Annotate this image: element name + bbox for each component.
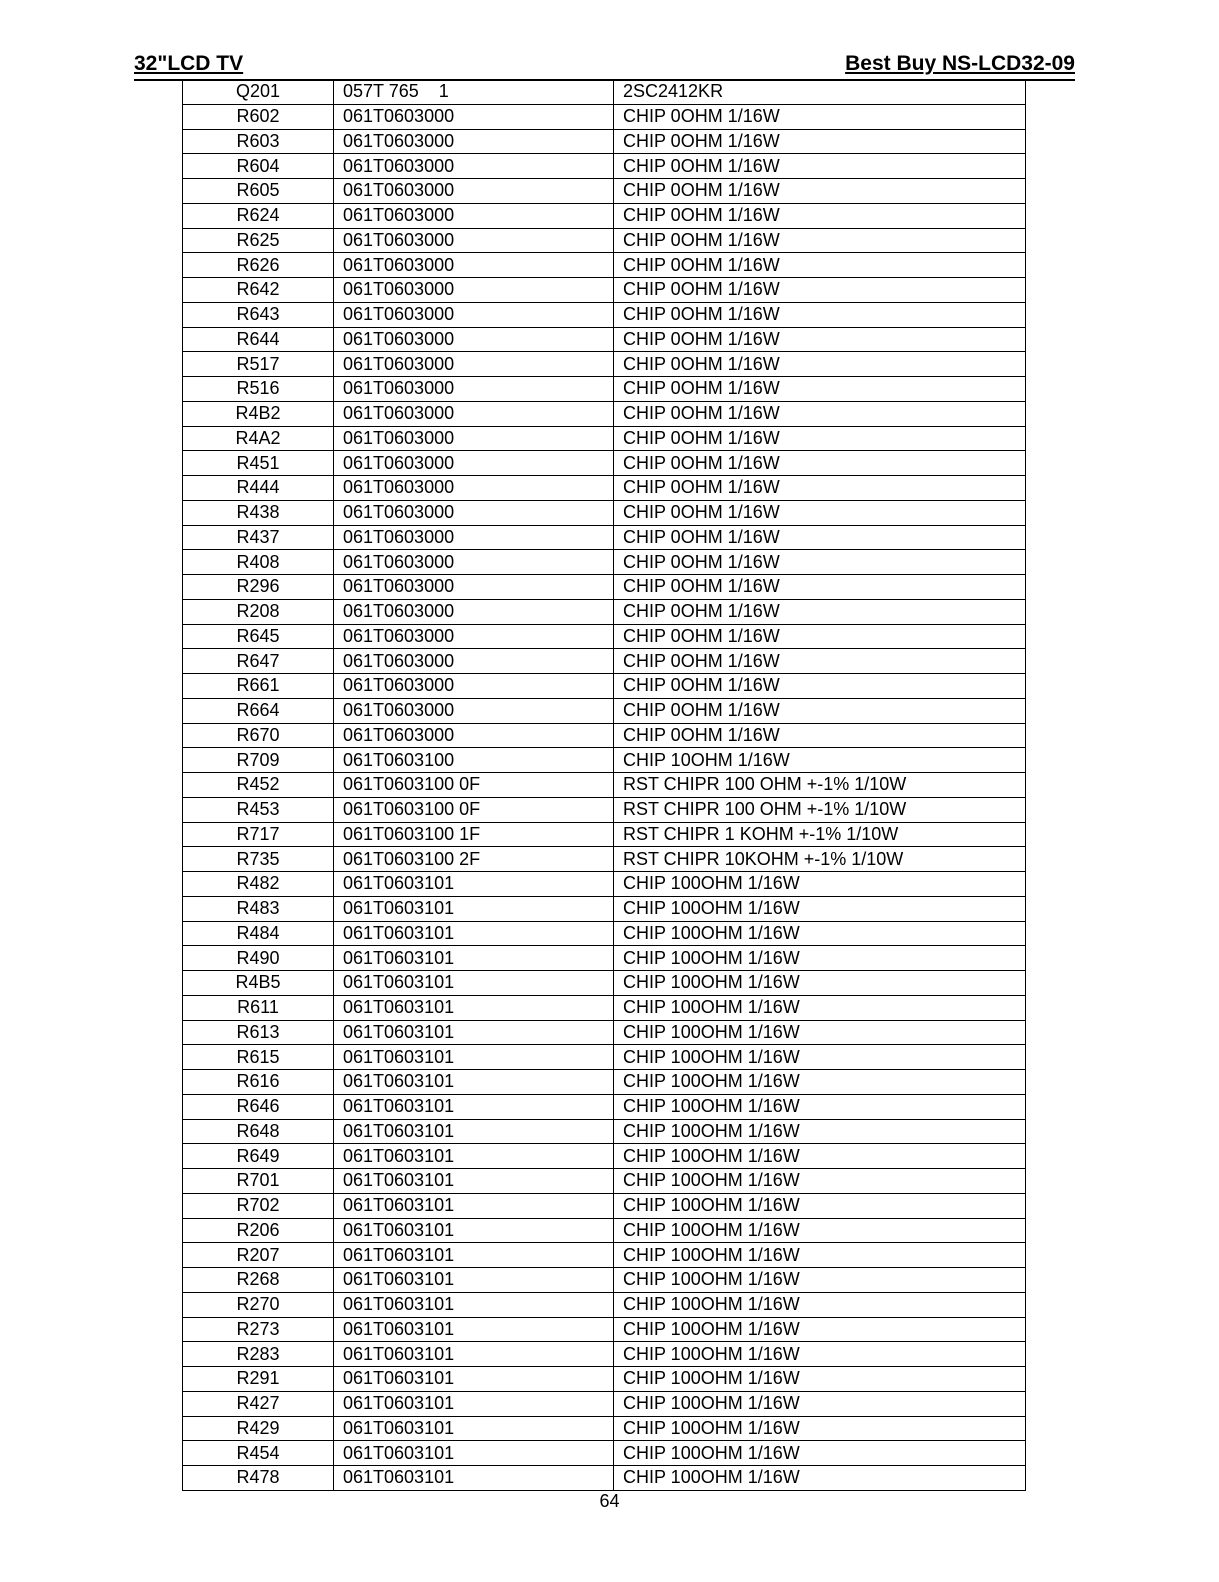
- part-number-cell: 061T0603100 1F: [334, 822, 614, 847]
- part-description-cell: 2SC2412KR: [614, 80, 1026, 105]
- part-location-cell: R207: [183, 1243, 334, 1268]
- page-number: 64: [599, 1491, 620, 1511]
- table-row: [183, 946, 1026, 971]
- part-number-cell: 061T0603000: [334, 500, 614, 525]
- part-description-cell: CHIP 0OHM 1/16W: [614, 575, 1026, 600]
- part-number-cell: 061T0603101: [334, 1342, 614, 1367]
- table-row: [183, 624, 1026, 649]
- part-location-cell: R735: [183, 847, 334, 872]
- part-number-cell: 061T0603000: [334, 253, 614, 278]
- table-row: [183, 401, 1026, 426]
- part-description-cell: CHIP 0OHM 1/16W: [614, 253, 1026, 278]
- part-description-cell: CHIP 0OHM 1/16W: [614, 302, 1026, 327]
- table-row: [183, 550, 1026, 575]
- table-row: [183, 1020, 1026, 1045]
- table-row: [183, 674, 1026, 699]
- part-number-cell: 061T0603101: [334, 995, 614, 1020]
- table-row: [183, 1268, 1026, 1293]
- table-row: [183, 896, 1026, 921]
- parts-table-body: [183, 80, 1026, 1491]
- part-location-cell: R437: [183, 525, 334, 550]
- part-location-cell: R613: [183, 1020, 334, 1045]
- part-number-cell: 061T0603000: [334, 525, 614, 550]
- part-location-cell: R664: [183, 698, 334, 723]
- part-location-cell: R268: [183, 1268, 334, 1293]
- table-row: [183, 1193, 1026, 1218]
- part-location-cell: R647: [183, 649, 334, 674]
- part-location-cell: R296: [183, 575, 334, 600]
- table-row: [183, 575, 1026, 600]
- part-description-cell: CHIP 100OHM 1/16W: [614, 1119, 1026, 1144]
- table-row: [183, 1094, 1026, 1119]
- part-description-cell: CHIP 100OHM 1/16W: [614, 921, 1026, 946]
- table-row: [183, 723, 1026, 748]
- table-row: [183, 1292, 1026, 1317]
- part-description-cell: CHIP 100OHM 1/16W: [614, 1144, 1026, 1169]
- table-row: [183, 451, 1026, 476]
- table-row: [183, 1441, 1026, 1466]
- header-title-right: Best Buy NS-LCD32-09: [845, 52, 1075, 75]
- part-description-cell: CHIP 100OHM 1/16W: [614, 1268, 1026, 1293]
- part-number-cell: 061T0603000: [334, 104, 614, 129]
- part-location-cell: R408: [183, 550, 334, 575]
- part-description-cell: CHIP 0OHM 1/16W: [614, 550, 1026, 575]
- table-row: [183, 1317, 1026, 1342]
- part-description-cell: CHIP 0OHM 1/16W: [614, 104, 1026, 129]
- part-location-cell: R642: [183, 278, 334, 303]
- part-description-cell: RST CHIPR 10KOHM +-1% 1/10W: [614, 847, 1026, 872]
- table-row: [183, 872, 1026, 897]
- part-description-cell: RST CHIPR 1 KOHM +-1% 1/10W: [614, 822, 1026, 847]
- part-location-cell: R516: [183, 377, 334, 402]
- part-location-cell: R605: [183, 179, 334, 204]
- part-number-cell: 061T0603101: [334, 946, 614, 971]
- part-description-cell: CHIP 100OHM 1/16W: [614, 1094, 1026, 1119]
- part-number-cell: 061T0603101: [334, 1317, 614, 1342]
- table-row: [183, 822, 1026, 847]
- part-number-cell: 061T0603000: [334, 228, 614, 253]
- part-number-cell: 061T0603000: [334, 624, 614, 649]
- part-number-cell: 061T0603000: [334, 278, 614, 303]
- part-location-cell: R517: [183, 352, 334, 377]
- part-description-cell: CHIP 0OHM 1/16W: [614, 525, 1026, 550]
- part-location-cell: R444: [183, 476, 334, 501]
- part-number-cell: 061T0603100 2F: [334, 847, 614, 872]
- table-row: [183, 1367, 1026, 1392]
- part-number-cell: 061T0603000: [334, 129, 614, 154]
- part-description-cell: CHIP 100OHM 1/16W: [614, 1070, 1026, 1095]
- table-row: [183, 104, 1026, 129]
- table-row: [183, 599, 1026, 624]
- part-location-cell: R451: [183, 451, 334, 476]
- part-number-cell: 061T0603000: [334, 401, 614, 426]
- part-description-cell: RST CHIPR 100 OHM +-1% 1/10W: [614, 773, 1026, 798]
- part-number-cell: 061T0603000: [334, 550, 614, 575]
- part-description-cell: CHIP 0OHM 1/16W: [614, 327, 1026, 352]
- part-number-cell: 061T0603101: [334, 1119, 614, 1144]
- part-description-cell: CHIP 100OHM 1/16W: [614, 1169, 1026, 1194]
- part-description-cell: CHIP 0OHM 1/16W: [614, 401, 1026, 426]
- part-location-cell: R273: [183, 1317, 334, 1342]
- part-location-cell: R4B2: [183, 401, 334, 426]
- part-number-cell: 061T0603101: [334, 921, 614, 946]
- part-number-cell: 061T0603000: [334, 203, 614, 228]
- table-row: [183, 1391, 1026, 1416]
- part-description-cell: CHIP 100OHM 1/16W: [614, 995, 1026, 1020]
- part-location-cell: R602: [183, 104, 334, 129]
- part-location-cell: R4A2: [183, 426, 334, 451]
- part-description-cell: CHIP 100OHM 1/16W: [614, 1020, 1026, 1045]
- part-description-cell: CHIP 100OHM 1/16W: [614, 1441, 1026, 1466]
- part-number-cell: 061T0603000: [334, 377, 614, 402]
- part-location-cell: R611: [183, 995, 334, 1020]
- part-description-cell: RST CHIPR 100 OHM +-1% 1/10W: [614, 797, 1026, 822]
- parts-table: [182, 79, 1026, 1491]
- part-location-cell: R206: [183, 1218, 334, 1243]
- part-location-cell: R438: [183, 500, 334, 525]
- table-row: [183, 1144, 1026, 1169]
- table-row: [183, 1045, 1026, 1070]
- table-row: [183, 426, 1026, 451]
- part-location-cell: R615: [183, 1045, 334, 1070]
- part-number-cell: 061T0603000: [334, 698, 614, 723]
- part-location-cell: R283: [183, 1342, 334, 1367]
- table-row: [183, 748, 1026, 773]
- part-number-cell: 061T0603101: [334, 1441, 614, 1466]
- part-description-cell: CHIP 100OHM 1/16W: [614, 1367, 1026, 1392]
- part-location-cell: R624: [183, 203, 334, 228]
- table-row: [183, 1218, 1026, 1243]
- table-row: [183, 253, 1026, 278]
- part-number-cell: 061T0603101: [334, 1466, 614, 1491]
- table-row: [183, 500, 1026, 525]
- part-description-cell: CHIP 0OHM 1/16W: [614, 129, 1026, 154]
- part-number-cell: 061T0603000: [334, 723, 614, 748]
- table-row: [183, 525, 1026, 550]
- part-number-cell: 061T0603000: [334, 179, 614, 204]
- part-number-cell: 057T 765 1: [334, 80, 614, 105]
- part-location-cell: R490: [183, 946, 334, 971]
- part-number-cell: 061T0603101: [334, 971, 614, 996]
- part-location-cell: R644: [183, 327, 334, 352]
- part-location-cell: R645: [183, 624, 334, 649]
- part-location-cell: R661: [183, 674, 334, 699]
- part-description-cell: CHIP 0OHM 1/16W: [614, 698, 1026, 723]
- part-description-cell: CHIP 10OHM 1/16W: [614, 748, 1026, 773]
- table-row: [183, 80, 1026, 105]
- part-location-cell: R429: [183, 1416, 334, 1441]
- table-row: [183, 847, 1026, 872]
- part-number-cell: 061T0603000: [334, 154, 614, 179]
- part-description-cell: CHIP 0OHM 1/16W: [614, 377, 1026, 402]
- table-row: [183, 698, 1026, 723]
- part-description-cell: CHIP 0OHM 1/16W: [614, 723, 1026, 748]
- part-location-cell: R453: [183, 797, 334, 822]
- part-location-cell: R270: [183, 1292, 334, 1317]
- part-location-cell: R427: [183, 1391, 334, 1416]
- part-description-cell: CHIP 0OHM 1/16W: [614, 476, 1026, 501]
- table-row: [183, 1342, 1026, 1367]
- part-number-cell: 061T0603101: [334, 1218, 614, 1243]
- part-location-cell: R603: [183, 129, 334, 154]
- part-number-cell: 061T0603000: [334, 327, 614, 352]
- part-description-cell: CHIP 100OHM 1/16W: [614, 896, 1026, 921]
- table-row: [183, 302, 1026, 327]
- part-description-cell: CHIP 0OHM 1/16W: [614, 624, 1026, 649]
- table-row: [183, 1416, 1026, 1441]
- part-number-cell: 061T0603000: [334, 599, 614, 624]
- part-description-cell: CHIP 100OHM 1/16W: [614, 1193, 1026, 1218]
- table-row: [183, 154, 1026, 179]
- table-row: [183, 377, 1026, 402]
- part-location-cell: R648: [183, 1119, 334, 1144]
- header-title-left: 32"LCD TV: [134, 52, 244, 75]
- part-number-cell: 061T0603101: [334, 1094, 614, 1119]
- part-number-cell: 061T0603000: [334, 476, 614, 501]
- table-row: [183, 797, 1026, 822]
- part-description-cell: CHIP 0OHM 1/16W: [614, 352, 1026, 377]
- part-location-cell: R626: [183, 253, 334, 278]
- part-location-cell: R482: [183, 872, 334, 897]
- part-description-cell: CHIP 100OHM 1/16W: [614, 1243, 1026, 1268]
- part-number-cell: 061T0603100: [334, 748, 614, 773]
- part-location-cell: R625: [183, 228, 334, 253]
- part-location-cell: R646: [183, 1094, 334, 1119]
- part-number-cell: 061T0603000: [334, 302, 614, 327]
- table-row: [183, 1466, 1026, 1491]
- part-description-cell: CHIP 0OHM 1/16W: [614, 500, 1026, 525]
- part-number-cell: 061T0603101: [334, 1268, 614, 1293]
- part-number-cell: 061T0603101: [334, 1416, 614, 1441]
- part-location-cell: R717: [183, 822, 334, 847]
- part-description-cell: CHIP 100OHM 1/16W: [614, 971, 1026, 996]
- part-description-cell: CHIP 0OHM 1/16W: [614, 599, 1026, 624]
- part-number-cell: 061T0603101: [334, 896, 614, 921]
- part-description-cell: CHIP 100OHM 1/16W: [614, 1466, 1026, 1491]
- part-location-cell: R291: [183, 1367, 334, 1392]
- part-location-cell: R484: [183, 921, 334, 946]
- table-row: [183, 1070, 1026, 1095]
- part-location-cell: R454: [183, 1441, 334, 1466]
- part-location-cell: R483: [183, 896, 334, 921]
- table-row: [183, 278, 1026, 303]
- part-description-cell: CHIP 100OHM 1/16W: [614, 1045, 1026, 1070]
- part-number-cell: 061T0603101: [334, 872, 614, 897]
- table-row: [183, 971, 1026, 996]
- part-location-cell: R643: [183, 302, 334, 327]
- table-row: [183, 773, 1026, 798]
- part-number-cell: 061T0603101: [334, 1243, 614, 1268]
- part-location-cell: R4B5: [183, 971, 334, 996]
- part-description-cell: CHIP 100OHM 1/16W: [614, 1218, 1026, 1243]
- part-number-cell: 061T0603101: [334, 1292, 614, 1317]
- part-location-cell: R616: [183, 1070, 334, 1095]
- table-row: [183, 179, 1026, 204]
- part-description-cell: CHIP 100OHM 1/16W: [614, 1391, 1026, 1416]
- part-location-cell: R604: [183, 154, 334, 179]
- part-number-cell: 061T0603101: [334, 1367, 614, 1392]
- part-description-cell: CHIP 100OHM 1/16W: [614, 946, 1026, 971]
- part-location-cell: R649: [183, 1144, 334, 1169]
- part-number-cell: 061T0603101: [334, 1045, 614, 1070]
- part-description-cell: CHIP 100OHM 1/16W: [614, 1342, 1026, 1367]
- part-description-cell: CHIP 0OHM 1/16W: [614, 154, 1026, 179]
- part-description-cell: CHIP 100OHM 1/16W: [614, 1317, 1026, 1342]
- part-number-cell: 061T0603101: [334, 1070, 614, 1095]
- part-number-cell: 061T0603101: [334, 1193, 614, 1218]
- part-location-cell: R478: [183, 1466, 334, 1491]
- table-row: [183, 476, 1026, 501]
- part-number-cell: 061T0603101: [334, 1144, 614, 1169]
- part-number-cell: 061T0603100 0F: [334, 797, 614, 822]
- table-row: [183, 1169, 1026, 1194]
- table-row: [183, 327, 1026, 352]
- part-description-cell: CHIP 0OHM 1/16W: [614, 228, 1026, 253]
- part-number-cell: 061T0603101: [334, 1020, 614, 1045]
- part-number-cell: 061T0603000: [334, 426, 614, 451]
- part-number-cell: 061T0603000: [334, 674, 614, 699]
- table-row: [183, 352, 1026, 377]
- part-location-cell: R452: [183, 773, 334, 798]
- part-number-cell: 061T0603000: [334, 649, 614, 674]
- part-description-cell: CHIP 100OHM 1/16W: [614, 1416, 1026, 1441]
- part-number-cell: 061T0603100 0F: [334, 773, 614, 798]
- part-description-cell: CHIP 0OHM 1/16W: [614, 179, 1026, 204]
- part-description-cell: CHIP 0OHM 1/16W: [614, 278, 1026, 303]
- table-row: [183, 649, 1026, 674]
- table-row: [183, 1243, 1026, 1268]
- part-location-cell: R702: [183, 1193, 334, 1218]
- part-location-cell: Q201: [183, 80, 334, 105]
- part-number-cell: 061T0603000: [334, 352, 614, 377]
- part-description-cell: CHIP 100OHM 1/16W: [614, 872, 1026, 897]
- part-description-cell: CHIP 0OHM 1/16W: [614, 649, 1026, 674]
- table-row: [183, 1119, 1026, 1144]
- part-description-cell: CHIP 100OHM 1/16W: [614, 1292, 1026, 1317]
- table-row: [183, 203, 1026, 228]
- table-row: [183, 995, 1026, 1020]
- part-location-cell: R709: [183, 748, 334, 773]
- part-number-cell: 061T0603000: [334, 575, 614, 600]
- part-number-cell: 061T0603101: [334, 1169, 614, 1194]
- part-number-cell: 061T0603101: [334, 1391, 614, 1416]
- part-description-cell: CHIP 0OHM 1/16W: [614, 426, 1026, 451]
- page-header: [134, 52, 1075, 81]
- part-location-cell: R701: [183, 1169, 334, 1194]
- part-description-cell: CHIP 0OHM 1/16W: [614, 203, 1026, 228]
- table-row: [183, 129, 1026, 154]
- table-row: [183, 921, 1026, 946]
- part-description-cell: CHIP 0OHM 1/16W: [614, 674, 1026, 699]
- part-location-cell: R670: [183, 723, 334, 748]
- part-location-cell: R208: [183, 599, 334, 624]
- table-row: [183, 228, 1026, 253]
- part-number-cell: 061T0603000: [334, 451, 614, 476]
- part-description-cell: CHIP 0OHM 1/16W: [614, 451, 1026, 476]
